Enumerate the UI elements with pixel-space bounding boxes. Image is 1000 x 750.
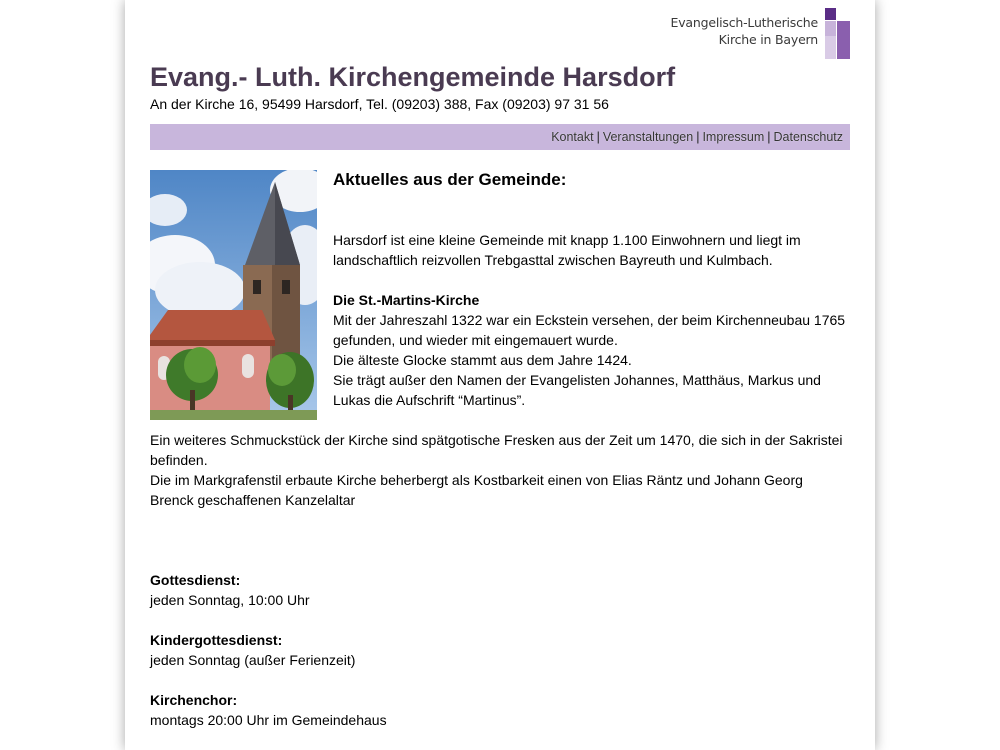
news-heading: Aktuelles aus der Gemeinde: <box>333 170 567 189</box>
page-container <box>125 0 875 750</box>
schedule-detail: montags 20:00 Uhr im Gemeindehaus <box>150 712 387 728</box>
logo-line-1: Evangelisch-Lutherische <box>670 15 818 30</box>
church-text-3: Sie trägt außer den Namen der Evangelisten Johannes, Matthäus, Markus und Lukas die Aufschrift “Martinus”. <box>333 372 821 408</box>
church-text-2: Die älteste Glocke stammt aus dem Jahre 1424. <box>333 352 632 368</box>
logo-line-2: Kirche in Bayern <box>718 32 818 47</box>
nav-link-impressum[interactable]: Impressum <box>702 130 765 144</box>
intro-paragraph: Harsdorf ist eine kleine Gemeinde mit knapp 1.100 Einwohnern und liegt im landschaftlich reizvollen Trebgasttal zwischen Bayreuth und Kulmbach. <box>333 232 801 268</box>
schedule-detail: jeden Sonntag (außer Ferienzeit) <box>150 652 356 668</box>
schedule-detail: jeden Sonntag, 10:00 Uhr <box>150 592 310 608</box>
body-text-2: Die im Markgrafenstil erbaute Kirche beherbergt als Kostbarkeit einen von Elias Räntz und Johann Georg Brenck geschaffenen Kanzelaltar <box>150 472 803 508</box>
body-section <box>150 430 850 510</box>
schedule-title: Gottesdienst: <box>150 572 241 588</box>
schedule-title: Kindergottesdienst: <box>150 632 283 648</box>
nav-link-kontakt[interactable]: Kontakt <box>551 130 594 144</box>
logo-mark-icon <box>825 8 850 59</box>
body-text-1: Ein weiteres Schmuckstück der Kirche sind spätgotische Fresken aus der Zeit um 1470, die sich in der Sakristei befinden. <box>150 432 843 468</box>
church-text-1: Mit der Jahreszahl 1322 war ein Eckstein versehen, der beim Kirchenneubau 1765 gefunden, und wieder mit eingemauert wurde. <box>333 312 846 348</box>
page-title: Evang.- Luth. Kirchengemeinde Harsdorf <box>150 62 676 92</box>
nav-separator: | <box>696 130 700 144</box>
top-navigation <box>150 124 850 150</box>
logo-text <box>671 14 818 48</box>
schedule-title: Kirchenchor: <box>150 692 238 708</box>
nav-separator: | <box>596 130 600 144</box>
elkb-logo[interactable] <box>671 8 850 60</box>
nav-link-veranstaltungen[interactable]: Veranstaltungen <box>602 130 694 144</box>
nav-link-datenschutz[interactable]: Datenschutz <box>773 130 843 144</box>
nav-separator: | <box>767 130 771 144</box>
schedule-section <box>150 570 850 750</box>
schedule-entry <box>150 570 850 610</box>
schedule-entry <box>150 630 850 670</box>
address-line: An der Kirche 16, 95499 Harsdorf, Tel. (09203) 388, Fax (09203) 97 31 56 <box>150 96 609 112</box>
church-photo <box>150 170 317 420</box>
intro-section <box>333 168 853 410</box>
church-heading: Die St.-Martins-Kirche <box>333 292 480 308</box>
schedule-entry <box>150 690 850 730</box>
